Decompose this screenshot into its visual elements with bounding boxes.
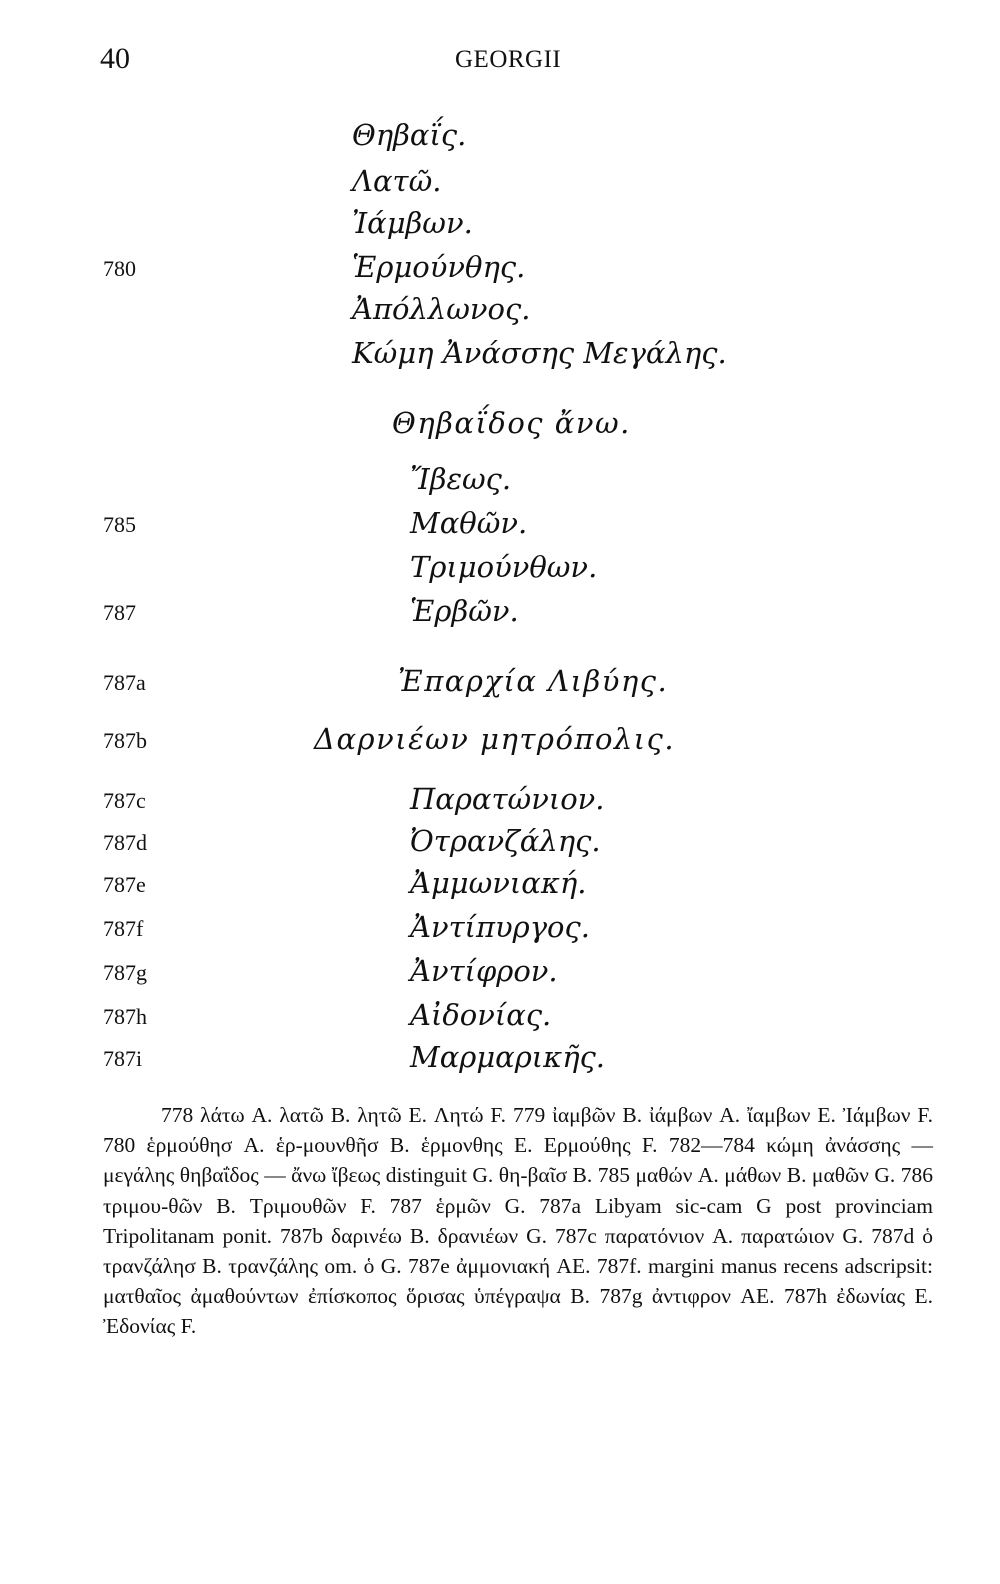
entry-row [0, 594, 1000, 634]
entry-text: Ἀντίπυργος. [410, 910, 590, 944]
entry-text: Ἑρμούνθης. [352, 250, 526, 284]
entry-text: Θηβαΐδος ἄνω. [392, 406, 631, 440]
entry-text: Ἀντίφρον. [410, 954, 558, 988]
entry-text: Λατῶ. [352, 164, 442, 198]
entry-text: Θηβαΐς. [352, 118, 467, 152]
entry-row [0, 462, 1000, 502]
line-number: 787i [103, 1046, 143, 1071]
running-title: GEORGII [455, 46, 562, 73]
entry-row [0, 824, 1000, 864]
entry-text: Ὀτρανζάλης. [410, 824, 601, 858]
entry-row [0, 866, 1000, 906]
entry-text: Ἑρβῶν. [410, 594, 519, 628]
entry-text: Τριμούνθων. [410, 550, 598, 584]
critical-apparatus: 778 λάτω A. λατῶ B. λητῶ E. Λητώ F. 779 ἰαμβῶν B. ἰάμβων A. ἴαμβων E. Ἰάμβων F. 780 ἑρμούθησ A. ἑρ-μουνθῆσ B. ἑρμονθης E. Ερμούθης F. 782—784 κώμη ἀνάσσης — μεγάλης θηβαΐδος — ἄνω ἴβεως distinguit G. θη-βαῖσ B. 785 μαθών A. μάθων B. μαθῶν G. 786 τριμου-θῶν B. Τριμουθῶν F. 787 ἑρμῶν G. 787a Libyam sic-cam G post provinciam Tripolitanam ponit. 787b δαρινέω B. δρανιέων G. 787c παρατόνιον A. παρατώιον G. 787d ὁ τρανζάλησ B. τρανζάλης om. ὁ G. 787e ἀμμονιακή AE. 787f. margini manus recens adscripsit: ματθαῖος ἀμαθούντων ἐπίσκοπος ὅρισας ὑπέγραψα B. 787g ἀντιφρον AE. 787h ἐδωνίας E. Ἐδονίας F. [103, 1103, 933, 1339]
entry-row [0, 1040, 1000, 1080]
line-number: 787g [103, 960, 147, 985]
line-number: 785 [103, 512, 136, 537]
entry-row [0, 910, 1000, 950]
entry-text: Αἰδονίας. [410, 998, 552, 1032]
entry-row [0, 506, 1000, 546]
entry-row [0, 664, 1000, 704]
line-number: 787 [103, 600, 136, 625]
entry-text: Ἀμμωνιακή. [410, 866, 587, 900]
entry-row [0, 782, 1000, 822]
entry-text: Κώμη Ἀνάσσης Μεγάλης. [352, 336, 727, 370]
entry-row [0, 164, 1000, 204]
line-number: 780 [103, 256, 136, 281]
entry-text: Μαρμαρικῆς. [410, 1040, 606, 1074]
entry-text: Παρατώνιον. [410, 782, 605, 816]
line-number: 787c [103, 788, 146, 813]
entry-text: Ἐπαρχία Λιβύης. [398, 664, 669, 698]
line-number: 787d [103, 830, 147, 855]
line-number: 787h [103, 1004, 147, 1029]
entry-row [0, 336, 1000, 376]
entry-row [0, 954, 1000, 994]
entry-text: Μαθῶν. [410, 506, 528, 540]
line-number: 787a [103, 670, 146, 695]
page-number: 40 [100, 42, 130, 75]
entry-text: Ἰάμβων. [352, 206, 473, 240]
entry-row [0, 206, 1000, 246]
entry-row [0, 406, 1000, 446]
entry-row [0, 118, 1000, 158]
line-number: 787b [103, 728, 147, 753]
entry-text: Ἀπόλλωνος. [352, 292, 531, 326]
entry-row [0, 998, 1000, 1038]
entry-row [0, 250, 1000, 290]
line-number: 787f [103, 916, 144, 941]
line-number: 787e [103, 872, 146, 897]
entry-row [0, 292, 1000, 332]
entry-row [0, 722, 1000, 762]
entry-text: Δαρνιέων μητρόπολις. [314, 722, 676, 756]
page-header [100, 42, 930, 82]
entry-row [0, 550, 1000, 590]
entry-text: Ἴβεως. [410, 462, 512, 496]
